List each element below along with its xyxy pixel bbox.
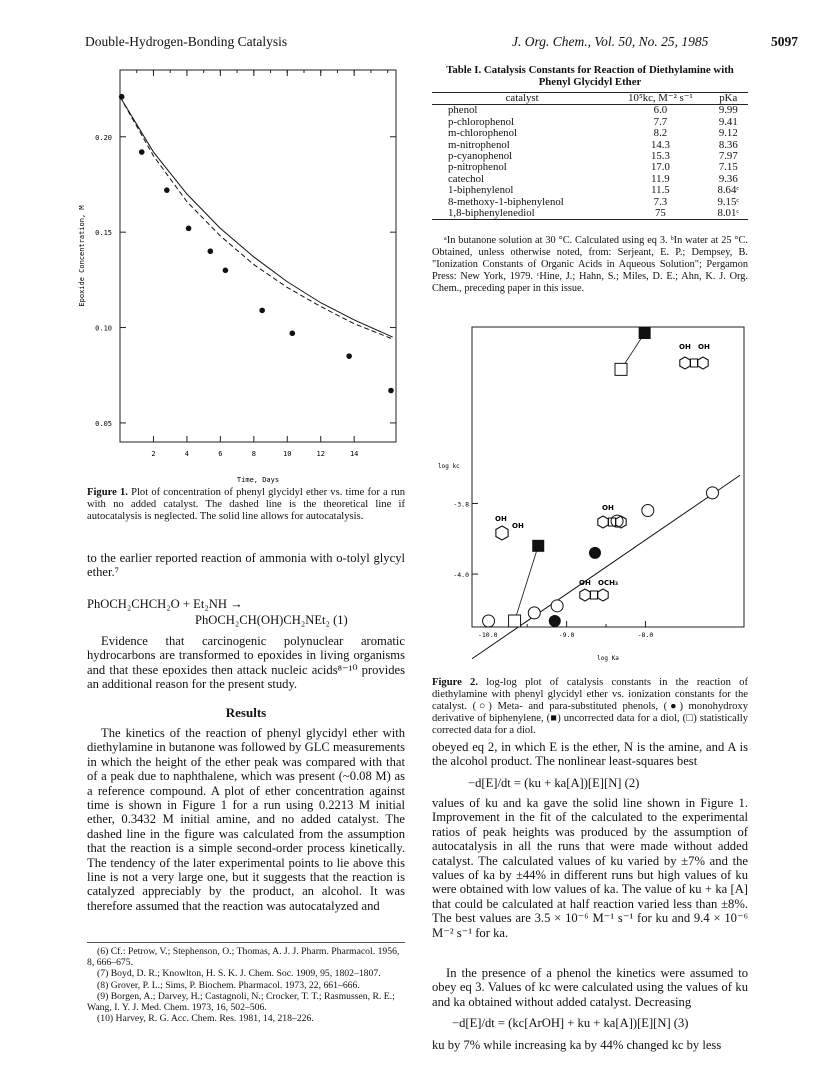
regression-line [472,475,740,659]
figure-2-chart [432,325,750,670]
x-tick-label: 2 [151,450,156,458]
footnote-item: (7) Boyd, D. R.; Knowlton, H. S. K. J. Chem. Soc. 1909, 95, 1802–1807. [97,968,381,980]
data-point [119,94,125,100]
equation-2: −d[E]/dt = (ku + ka[A])[E][N] (2) [468,776,640,790]
methoxybiphenylenol-structure-ring-right [598,589,608,601]
x-tick-label: 6 [218,450,223,458]
y-axis-label: Epoxide Concentration, M [78,205,86,307]
table-cell-pka: 8.36 [718,138,738,151]
x-tick-label: -10.0 [477,631,498,639]
methoxybiphenylenol-structure-four-ring [591,591,598,599]
structure-label: OH [602,504,614,512]
x-tick-label: 12 [316,450,325,458]
table-cell-kc: 8.2 [653,127,668,140]
table-cell-catalyst: 1-biphenylenol [448,184,514,197]
diol-corrected-point [509,615,521,627]
table-cell-kc: 15.3 [650,150,670,163]
table-row [432,128,748,139]
data-point [289,330,295,336]
table-cell-kc: 6.0 [653,104,668,117]
footnote-item: (6) Cf.: Petrow, V.; Stephenson, O.; Thomas, A. J. J. Pharm. Pharmacol. 1956, 8, 666–675. [87,946,400,969]
section-heading-results: Results [225,705,267,720]
diol-uncorrected-point [639,327,651,339]
left-paragraph-3: The kinetics of the reaction of phenyl glycidyl ether with diethylamine in butanone was followed by GLC measurements in which the height of the ether peak was compared with that of a peak due to naphthalene, which was present (~0.08 M) as a reference compound. A plot of ether concentration against time is shown in Figure 1 for a run using 0.2213 M initial ether, 0.3432 M initial amine, and no added catalyst. The dashed line in the figure was calculated from the assumption that the reaction is a simple second-order process kinetically. The tendency of the later experimental points to lie above this line is not a very large one, but it suggests that the reaction is catalyzed appreciably by the product, an alcohol. It was therefore assumed that the reaction was autocatalyzed and [87,726,405,913]
diol-corrected-point [615,363,627,375]
table-cell-kc: 7.7 [653,115,668,128]
table-cell-pka: 9.36 [718,172,738,185]
figure-2-caption-text: log-log plot of catalysis constants in the reaction of diethylamine with phenyl glycidyl ether vs. ionization constants for the catalyst. (○) Meta- and para-substituted phenols, (●) monohydroxy derivative of biphenylene, (■) uncorrected data for a diol, (□) statistically corrected data for a diol. [432,677,748,736]
table-cell-pka: 9.99 [718,104,738,117]
data-point [223,268,229,274]
data-point [186,226,192,232]
footnote-rule [87,942,405,943]
biphenylenol-point [549,615,561,627]
figure-1-caption [87,487,405,523]
data-point [346,353,352,359]
biphenylenol-point [589,547,601,559]
data-point [208,248,214,254]
table-cell-pka: 9.41 [718,115,738,128]
y-tick-label: 0.05 [95,419,112,428]
structure-label: OH [698,343,710,351]
left-paragraph-2: Evidence that carcinogenic polynuclear aromatic hydrocarbons are transformed to epoxides in living organisms and that these epoxides then attack nucleic acids⁸⁻¹⁰ provides an additional reason for the present study. [87,634,405,692]
methoxybiphenylenol-structure-ring-left [580,589,590,601]
table-cell-kc: 11.9 [651,172,670,185]
y-tick-label: 0.10 [95,324,112,333]
phenol-point [528,607,540,619]
table-cell-kc: 14.3 [650,138,670,151]
equation-3: −d[E]/dt = (kc[ArOH] + ku + ka[A])[E][N] (3) [452,1016,689,1030]
x-tick-label: 14 [349,450,359,458]
table-1-header-pka: pKa [719,92,738,104]
table-1-footnote: ᵃIn butanone solution at 30 °C. Calculated using eq 3. ᵇIn water at 25 °C. Obtained, unless otherwise noted, from: Serjeant, E. P.; Dempsey, B. "Ionization Constants of Organic Acids in Aqueous Solution"; Pergamon Press: New York, 1979. ᶜHine, J.; Hahn, S.; Miles, D. E.; Ahn, K. J. Org. Chem., preceding paper in this issue. [432,235,748,294]
structure-label: OH [579,579,591,587]
table-1-title: Table I. Catalysis Constants for Reaction of Diethylamine with Phenyl Glycidyl Ether [446,64,734,88]
running-head-left: Double-Hydrogen-Bonding Catalysis [85,34,288,49]
x-tick-label: -8.0 [637,631,654,639]
y-tick-label: 0.20 [95,133,112,142]
phenol-point [551,600,563,612]
phenol-point [706,487,718,499]
data-point [164,187,170,193]
right-paragraph-1: obeyed eq 2, in which E is the ether, N is the amine, and A is the alcohol product. The nonlinear least-squares best [432,740,748,769]
x-tick-label: -9.0 [558,631,575,639]
figure-1-caption-label: Figure 1. [87,487,128,498]
phenol-point [483,615,495,627]
equation-1-line-b: PhOCH₂CH(OH)CH₂NEt₂ (1) [195,613,348,627]
structure-label: OH [679,343,691,351]
table-cell-catalyst: catechol [448,172,484,185]
biphenylenediol-structure-ring-right [698,357,708,369]
table-cell-pka: 9.15ᶜ [717,195,740,208]
table-cell-pka: 7.15 [718,161,738,174]
biphenylenediol-structure-ring-left [680,357,690,369]
y-tick-label: 0.15 [95,229,112,238]
left-paragraph-1: to the earlier reported reaction of ammonia with o-tolyl glycyl ether.⁷ [87,551,405,580]
structure-label: OH [495,515,507,523]
x-tick-label: 8 [251,450,256,458]
table-cell-catalyst: p-nitrophenol [448,161,507,174]
table-cell-catalyst: 1,8-biphenylenediol [448,207,535,220]
structure-label: OH [512,522,524,530]
table-cell-pka: 8.01ᶜ [717,207,740,220]
running-head-journal: J. Org. Chem., Vol. 50, No. 25, 1985 [512,34,709,49]
page-number: 5097 [771,34,798,49]
table-cell-pka: 9.12 [718,127,738,140]
x-axis-label: log Ka [597,655,619,662]
table-cell-catalyst: m-chlorophenol [448,127,517,140]
table-row [432,208,748,220]
table-cell-catalyst: m-nitrophenol [448,138,510,151]
plot-frame [120,70,396,442]
table-cell-kc: 7.3 [653,195,668,208]
phenol-point [642,505,654,517]
table-cell-catalyst: p-cyanophenol [448,150,513,163]
table-cell-catalyst: phenol [448,104,478,117]
footnotes [87,946,405,1024]
figure-2-caption [432,677,748,737]
solid-fit-line [120,97,393,337]
biphenylenediol-structure-four-ring [691,359,698,367]
footnote-item: (8) Grover, P. L.; Sims, P. Biochem. Pharmacol. 1973, 22, 661–666. [97,979,360,991]
biphenylenol-structure-ring-left [598,516,608,528]
figure-1-chart [78,60,408,490]
table-cell-pka: 7.97 [718,150,738,163]
footnote-item: (10) Harvey, R. G. Acc. Chem. Res. 1981, 14, 218–226. [97,1013,314,1025]
data-point [388,388,394,394]
catechol-structure [496,526,508,540]
table-cell-catalyst: 8-methoxy-1-biphenylenol [448,195,564,208]
table-cell-kc: 17.0 [650,161,670,174]
table-cell-kc: 75 [655,207,666,220]
x-tick-label: 4 [184,450,190,458]
figure-2-caption-label: Figure 2. [432,677,478,688]
right-paragraph-4: ku by 7% while increasing ka by 44% changed kc by less [432,1038,722,1052]
right-paragraph-3: In the presence of a phenol the kinetics were assumed to obey eq 3. Values of kc were calculated using the values of ku and ka obtained without added catalyst. Decreasing [432,966,748,1009]
structure-label: OCH₃ [598,579,619,587]
table-1-header-kc: 10⁵kc, M⁻² s⁻¹ [628,92,693,104]
y-tick-label: -4.0 [453,571,469,580]
right-paragraph-2: values of ku and ka gave the solid line shown in Figure 1. Improvement in the fit of the calculated to the experimental ratios of peak heights was produced by the assumption of autocatalysis in all the runs that were made without added catalyst. The calculated values of ku varied by ±7% and the values of ka by ±44% in different runs but high values of ku were obtained with low values of ka. The value of ku + ka [A] that could be calculated at half reaction varied less than ±8%. The best values are 3.5 × 10⁻⁶ M⁻¹ s⁻¹ for ku and 9.4 × 10⁻⁶ M⁻² s⁻¹ for ka. [432,796,748,940]
diol-uncorrected-point [532,540,544,552]
y-axis-label: log kc [438,463,460,470]
dashed-theory-line [120,97,393,339]
y-tick-label: -3.8 [453,500,469,509]
table-cell-pka: 8.64ᶜ [717,184,740,197]
table-row [432,185,748,196]
data-point [259,308,265,314]
data-point [139,149,145,155]
footnote-item: (9) Borgen, A.; Darvey, H.; Castagnoli, N.; Crocker, T. T.; Rasmussen, R. E.; Wang, I. Y. J. Med. Chem. 1973, 16, 502–506. [87,990,395,1014]
x-tick-label: 10 [283,450,292,458]
equation-1-line-a: PhOCH₂CHCH₂O + Et₂NH → [87,597,243,611]
x-axis-label: Time, Days [236,476,280,484]
table-cell-catalyst: p-chlorophenol [448,115,514,128]
table-1-header-catalyst: catalyst [505,92,539,104]
table-cell-kc: 11.5 [651,184,670,197]
table-1 [432,92,748,220]
figure-1-caption-text: Plot of concentration of phenyl glycidyl ether vs. time for a run with no added catalyst. The dashed line is the theoretical line if autocatalysis is neglected. The solid line allows for autocatalysis. [87,487,405,522]
